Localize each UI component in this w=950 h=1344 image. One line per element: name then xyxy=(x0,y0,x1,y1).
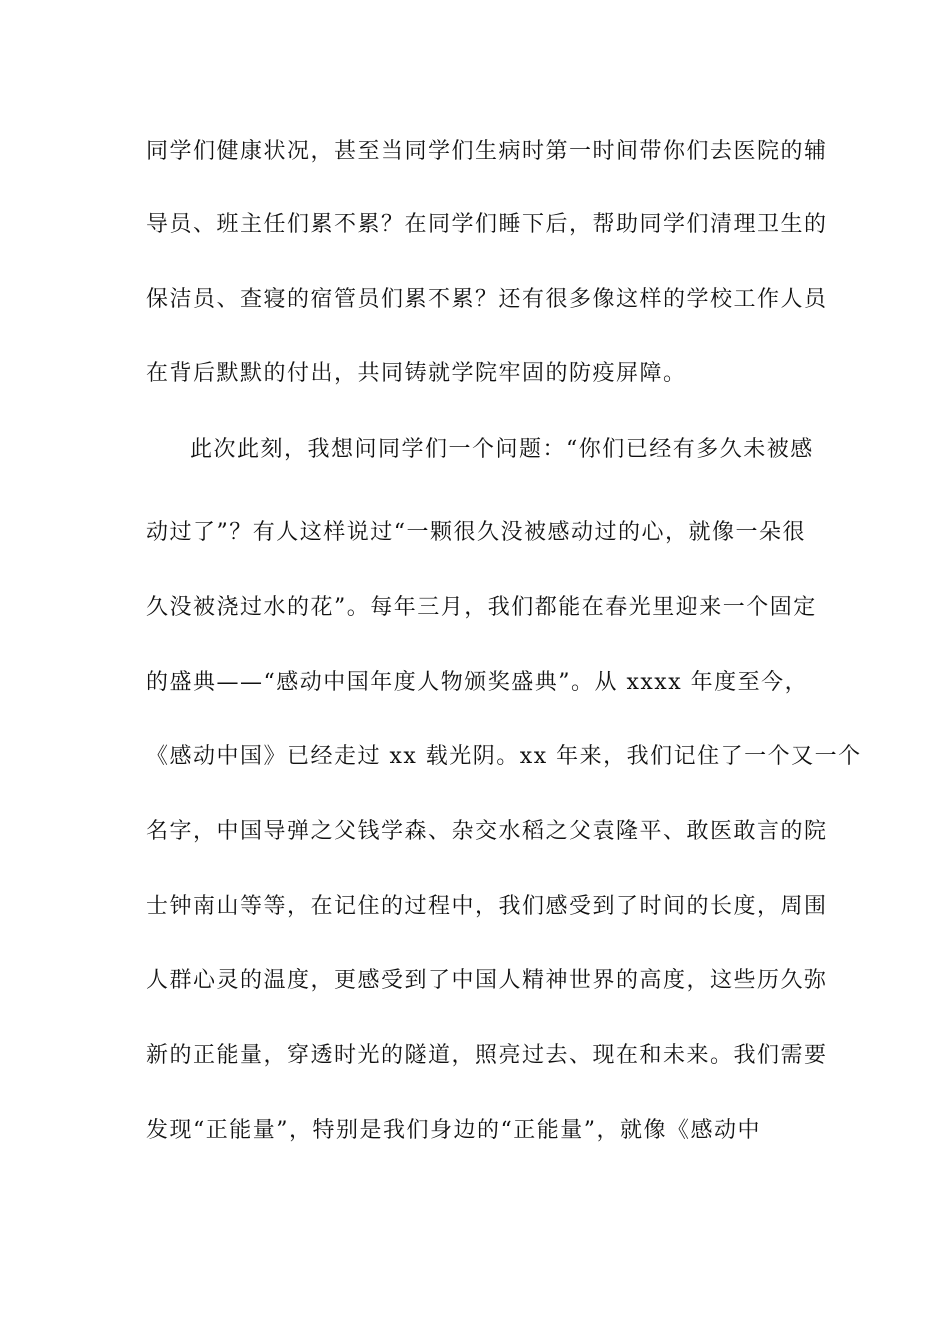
text-line-12: 人群心灵的温度，更感受到了中国人精神世界的高度，这些历久弥 xyxy=(146,968,828,993)
text-line-7: 久没被浇过水的花”。每年三月，我们都能在春光里迎来一个固定 xyxy=(146,595,817,620)
paragraph-first-line: 此次此刻，我想问同学们一个问题：“你们已经有多久未被感 xyxy=(190,437,814,462)
text-line-11: 士钟南山等等，在记住的过程中，我们感受到了时间的长度，周围 xyxy=(146,894,828,919)
text-line-10: 名字，中国导弹之父钱学森、杂交水稻之父袁隆平、敢医敢言的院 xyxy=(146,819,828,844)
text-line-9: 《感动中国》已经走过 xx 载光阴。xx 年来，我们记住了一个又一个 xyxy=(146,744,862,769)
text-line-2: 导员、班主任们累不累？在同学们睡下后，帮助同学们清理卫生的 xyxy=(146,212,828,237)
text-line-14: 发现“正能量”，特别是我们身边的“正能量”，就像《感动中 xyxy=(146,1118,761,1143)
text-line-3: 保洁员、查寝的宿管员们累不累？还有很多像这样的学校工作人员 xyxy=(146,287,828,312)
text-line-13: 新的正能量，穿透时光的隧道，照亮过去、现在和未来。我们需要 xyxy=(146,1043,828,1068)
text-line-1: 同学们健康状况，甚至当同学们生病时第一时间带你们去医院的辅 xyxy=(146,139,828,164)
text-line-4: 在背后默默的付出，共同铸就学院牢固的防疫屏障。 xyxy=(146,361,687,386)
text-line-8: 的盛典——“感动中国年度人物颁奖盛典”。从 xxxx 年度至今， xyxy=(146,670,809,695)
text-line-6: 动过了”？有人这样说过“一颗很久没被感动过的心，就像一朵很 xyxy=(146,520,806,545)
